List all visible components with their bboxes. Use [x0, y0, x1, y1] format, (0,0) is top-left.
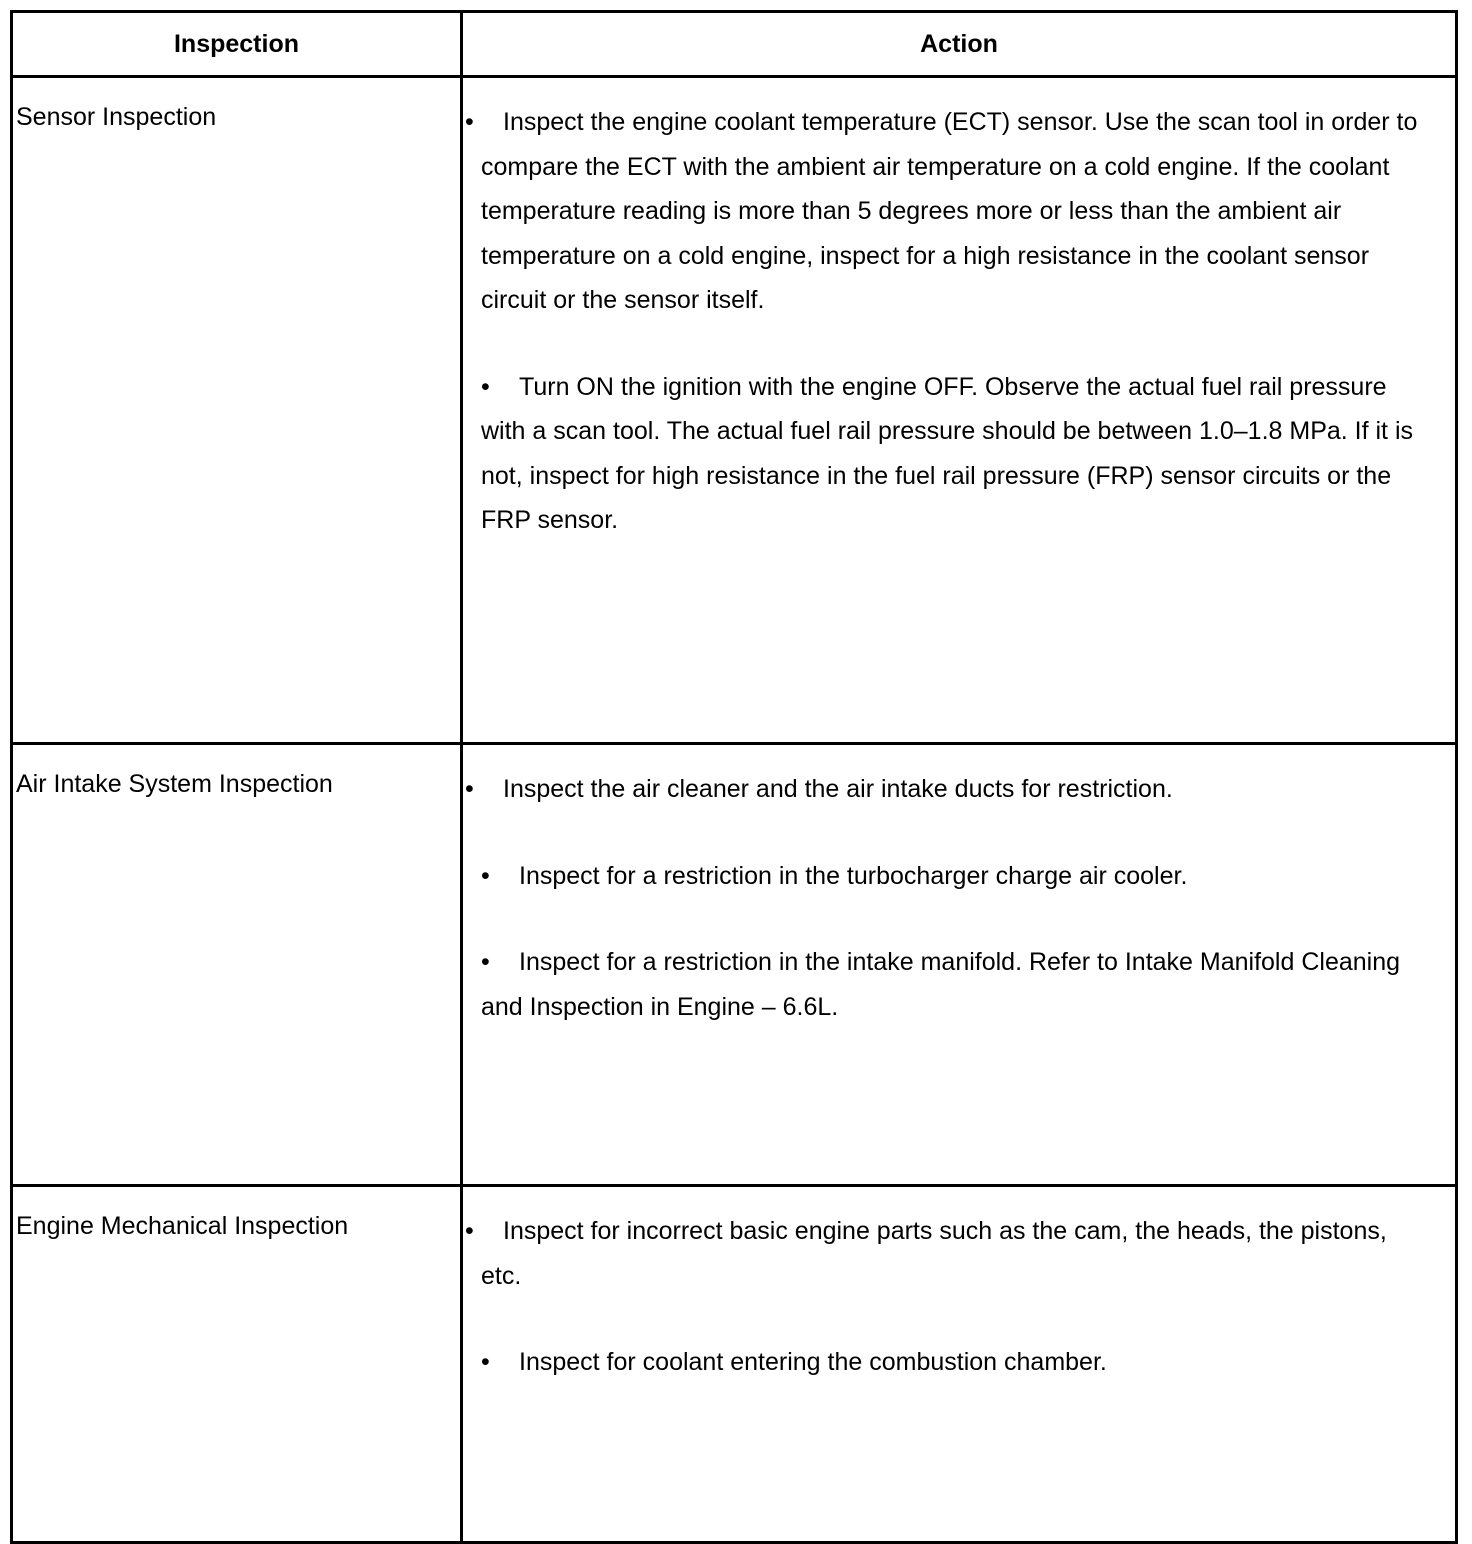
action-text: Inspect for a restriction in the turbocharger charge air cooler. — [519, 861, 1188, 890]
action-text: Inspect for a restriction in the intake manifold. Refer to Intake Manifold Cleaning and Inspection in Engine – 6.6L. — [481, 948, 1401, 1021]
action-item — [465, 767, 1425, 812]
bullet-icon: • — [465, 1217, 474, 1245]
action-cell — [462, 77, 1457, 744]
action-text: Inspect for coolant entering the combustion chamber. — [519, 1348, 1107, 1376]
action-item — [465, 1340, 1425, 1385]
bullet-icon: • — [481, 861, 490, 890]
inspection-cell: Engine Mechanical Inspection — [12, 1186, 462, 1543]
header-inspection: Inspection — [12, 12, 462, 77]
action-text: Inspect the air cleaner and the air intake ducts for restriction. — [503, 775, 1173, 803]
action-text: Turn ON the ignition with the engine OFF. Observe the actual fuel rail pressure with a scan tool. The actual fuel rail pressure should be between 1.0–1.8 MPa. If it is not, inspect for high resistance in the fuel rail pressure (FRP) sensor circuits or the FRP sensor. — [481, 372, 1414, 534]
table-row — [12, 1186, 1457, 1543]
action-item — [465, 100, 1425, 323]
bullet-icon: • — [481, 372, 490, 401]
action-cell — [462, 1186, 1457, 1543]
action-text: Inspect for incorrect basic engine parts such as the cam, the heads, the pistons, etc. — [481, 1217, 1387, 1290]
inspection-cell: Air Intake System Inspection — [12, 744, 462, 1186]
inspection-cell: Sensor Inspection — [12, 77, 462, 744]
bullet-icon: • — [481, 1348, 490, 1376]
table-row — [12, 77, 1457, 744]
table-row — [12, 744, 1457, 1186]
bullet-icon: • — [481, 948, 490, 976]
action-text: Inspect the engine coolant temperature (ECT) sensor. Use the scan tool in order to compare the ECT with the ambient air temperature on a cold engine. If the coolant temperature reading is more than 5 degrees more or less than the ambient air temperature on a cold engine, inspect for a high resistance in the coolant sensor circuit or the sensor itself. — [481, 108, 1418, 314]
bullet-icon: • — [465, 775, 474, 803]
action-item — [465, 365, 1425, 543]
header-action: Action — [462, 12, 1457, 77]
action-item — [465, 940, 1425, 1029]
inspection-table — [10, 10, 1458, 1544]
header-row — [12, 12, 1457, 77]
action-item — [465, 854, 1425, 899]
bullet-icon: • — [465, 108, 474, 136]
action-cell — [462, 744, 1457, 1186]
action-item — [465, 1209, 1425, 1298]
